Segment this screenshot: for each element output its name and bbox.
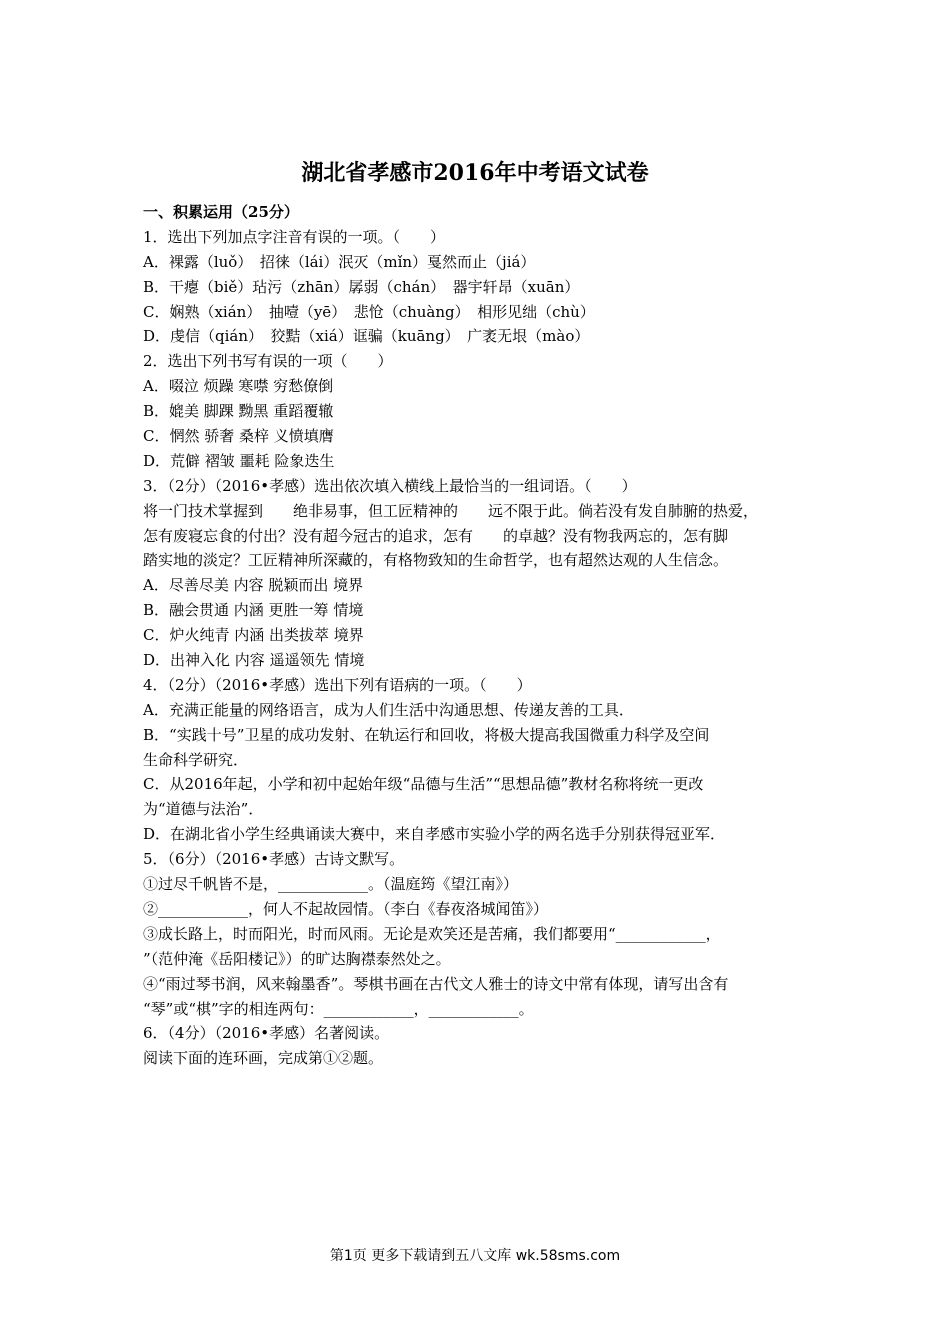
q3-option-c: C．炉火纯青 内涵 出类拔萃 境界 bbox=[143, 626, 364, 645]
question-6-stem: 6．（4分）（2016•孝感）名著阅读。 bbox=[143, 1024, 390, 1043]
q1-option-b: B．干瘪（biě）玷污（zhān）孱弱（chán） 器宇轩昂（xuān） bbox=[143, 277, 580, 296]
q6-instruction: 阅读下面的连环画，完成第①②题。 bbox=[143, 1049, 384, 1068]
page-footer: 第1页 更多下载请到五八文库 wk.58sms.com bbox=[329, 1248, 621, 1264]
q3-option-b: B．融会贯通 内涵 更胜一筹 情境 bbox=[143, 601, 364, 620]
question-3-stem: 3．（2分）（2016•孝感）选出依次填入横线上最恰当的一组词语。（ ） bbox=[143, 476, 637, 495]
q1-option-c: C．娴熟（xián） 抽噎（yē） 悲怆（chuàng） 相形见绌（chù） bbox=[143, 302, 595, 321]
section-heading: 一、积累运用（25分） bbox=[143, 203, 299, 221]
q4-option-c-cont: 为“道德与法治”． bbox=[143, 800, 264, 819]
q3-passage-line: 怎有废寝忘食的付出？没有超今冠古的追求，怎有 的卓越？没有物我两忘的，怎有脚 bbox=[143, 526, 729, 545]
question-4-stem: 4．（2分）（2016•孝感）选出下列有语病的一项。（ ） bbox=[143, 675, 532, 694]
q3-passage-line: 将一门技术掌握到 绝非易事，但工匠精神的 远不限于此。倘若没有发自肺腑的热爱， bbox=[143, 501, 759, 520]
q1-option-d: D．虔信（qián） 狡黠（xiá）诓骗（kuāng） 广袤无垠（mào） bbox=[143, 327, 590, 346]
q5-item-2: ②____________，何人不起故园情。（李白《春夜洛城闻笛》） bbox=[143, 899, 549, 918]
page-title: 湖北省孝感市2016年中考语文试卷 bbox=[301, 160, 649, 186]
q2-option-c: C．惘然 骄奢 桑梓 义愤填膺 bbox=[143, 427, 334, 446]
q4-option-d: D．在湖北省小学生经典诵读大赛中，来自孝感市实验小学的两名选手分别获得冠亚军． bbox=[143, 825, 726, 844]
q4-option-b-cont: 生命科学研究． bbox=[143, 750, 249, 769]
q2-option-d: D．荒僻 褶皱 噩耗 险象迭生 bbox=[143, 451, 335, 470]
q5-item-1: ①过尽千帆皆不是，____________。（温庭筠《望江南》） bbox=[143, 875, 519, 894]
q5-item-4: ④“雨过琴书润，风来翰墨香”。琴棋书画在古代文人雅士的诗文中常有体现，请写出含有 bbox=[143, 974, 729, 993]
q4-option-c: C．从2016年起，小学和初中起始年级“品德与生活”“思想品德”教材名称将统一更改 bbox=[143, 775, 704, 794]
q2-option-a: A．啜泣 烦躁 寒噤 穷愁僚倒 bbox=[143, 377, 334, 396]
q3-option-a: A．尽善尽美 内容 脱颖而出 境界 bbox=[143, 576, 364, 595]
q3-option-d: D．出神入化 内容 遥遥领先 情境 bbox=[143, 651, 365, 670]
q4-option-a: A．充满正能量的网络语言，成为人们生活中沟通思想、传递友善的工具． bbox=[143, 700, 634, 719]
q5-item-4-cont: “琴”或“棋”字的相连两句：____________，____________。 bbox=[143, 999, 534, 1018]
q5-item-3-cont: ”（范仲淹《岳阳楼记》）的旷达胸襟泰然处之。 bbox=[143, 949, 451, 968]
question-1-stem: 1．选出下列加点字注音有误的一项。（ ） bbox=[143, 227, 446, 246]
q4-option-b: B．“实践十号”卫星的成功发射、在轨运行和回收，将极大提高我国微重力科学及空间 bbox=[143, 725, 710, 744]
page-content bbox=[143, 200, 813, 1071]
question-5-stem: 5．（6分）（2016•孝感）古诗文默写。 bbox=[143, 850, 405, 869]
q2-option-b: B．媲美 脚踝 黝黑 重蹈覆辙 bbox=[143, 402, 334, 421]
q1-option-a: A．裸露（luǒ） 招徕（lái）泯灭（mǐn）戛然而止（jiá） bbox=[143, 252, 536, 271]
q5-item-3: ③成长路上，时而阳光，时而风雨。无论是欢笑还是苦痛，我们都要用“____________， bbox=[143, 924, 721, 943]
question-2-stem: 2．选出下列书写有误的一项（ ） bbox=[143, 352, 393, 371]
q3-passage-line: 踏实地的淡定？工匠精神所深藏的，有格物致知的生命哲学，也有超然达观的人生信念。 bbox=[143, 551, 729, 570]
